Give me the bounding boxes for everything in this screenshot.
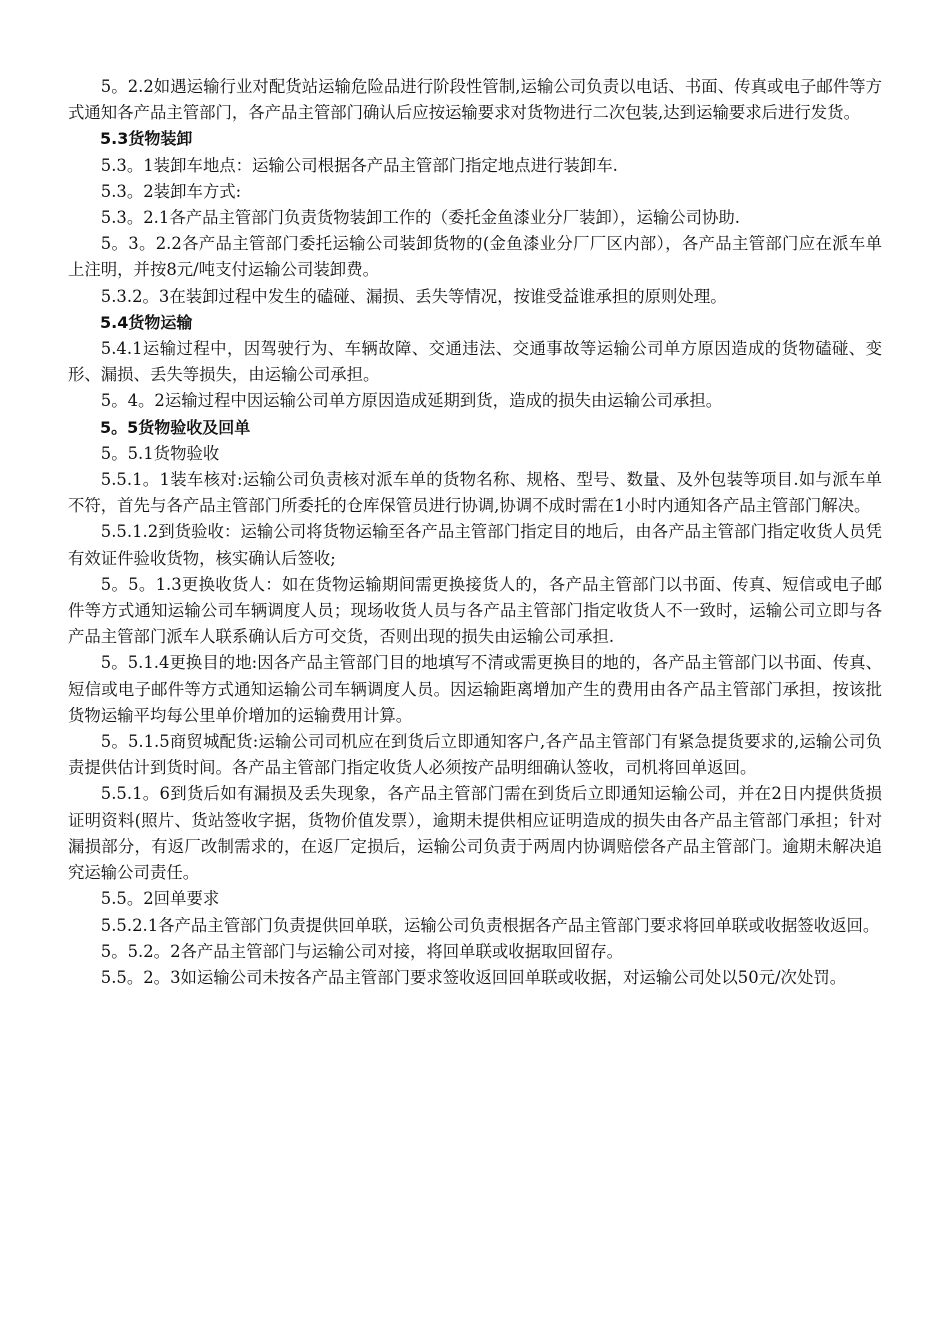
paragraph-5-3-2-1: 5.3。2.1各产品主管部门负责货物装卸工作的（委托金鱼漆业分厂装卸），运输公司协助. — [100, 208, 741, 228]
section-heading-5-3: 5.3货物装卸 — [100, 129, 193, 149]
section-heading-5-5: 5。5货物验收及回单 — [100, 417, 251, 437]
document-page — [68, 74, 882, 991]
paragraph-5-5-2-3: 5.5。2。3如运输公司未按各产品主管部门要求签收返回回单联或收据，对运输公司处以50元/次处罚。 — [100, 967, 847, 987]
paragraph-5-5-1-6: 5.5.1。6到货后如有漏损及丢失现象，各产品主管部门需在到货后立即通知运输公司，并在2日内提供货损证明资料(照片、货站签收字据，货物价值发票），逾期未提供相应证明造成的损失由各产品主管部门承担；针对漏损部分，有返厂改制需求的，在返厂定损后，运输公司负责于两周内协调赔偿各产品主管部门。逾期未解决追究运输公司责任。 — [68, 784, 882, 883]
paragraph-5-3-2: 5.3。2装卸车方式: — [100, 181, 242, 201]
paragraph-5-5-1-1: 5.5.1。1装车核对:运输公司负责核对派车单的货物名称、规格、型号、数量、及外包装等项目.如与派车单不符，首先与各产品主管部门所委托的仓库保管员进行协调,协调不成时需在1小时内通知各产品主管部门解决。 — [68, 470, 882, 516]
paragraph-5-3-2-3: 5.3.2。3在装卸过程中发生的磕碰、漏损、丢失等情况，按谁受益谁承担的原则处理。 — [100, 286, 727, 306]
paragraph-5-5-2-2: 5。5.2。2各产品主管部门与运输公司对接，将回单联或收据取回留存。 — [100, 941, 624, 961]
paragraph-5-4-2: 5。4。2运输过程中因运输公司单方原因造成延期到货，造成的损失由运输公司承担。 — [100, 391, 723, 411]
paragraph-5-3-1: 5.3。1装卸车地点：运输公司根据各产品主管部门指定地点进行装卸车. — [100, 155, 618, 175]
paragraph-5-5-2: 5.5。2回单要求 — [100, 889, 220, 909]
paragraph-5-5-1-5: 5。5.1.5商贸城配货:运输公司司机应在到货后立即通知客户,各产品主管部门有紧急提货要求的,运输公司负责提供估计到货时间。各产品主管部门指定收货人必须按产品明细确认签收，司机将回单返回。 — [68, 732, 882, 778]
section-heading-5-4: 5.4货物运输 — [100, 312, 193, 332]
paragraph-5-5-1-4: 5。5.1.4更换目的地:因各产品主管部门目的地填写不清或需更换目的地的，各产品主管部门以书面、传真、短信或电子邮件等方式通知运输公司车辆调度人员。因运输距离增加产生的费用由各产品主管部门承担，按该批货物运输平均每公里单价增加的运输费用计算。 — [68, 653, 882, 725]
paragraph-5-5-2-1: 5.5.2.1各产品主管部门负责提供回单联，运输公司负责根据各产品主管部门要求将回单联或收据签收返回。 — [100, 915, 880, 935]
paragraph-5-2-2: 5。2.2如遇运输行业对配货站运输危险品进行阶段性管制,运输公司负责以电话、书面、传真或电子邮件等方式通知各产品主管部门，各产品主管部门确认后应按运输要求对货物进行二次包装,达到运输要求后进行发货。 — [68, 77, 882, 123]
paragraph-5-5-1-2: 5.5.1.2到货验收：运输公司将货物运输至各产品主管部门指定目的地后，由各产品主管部门指定收货人员凭有效证件验收货物，核实确认后签收; — [68, 522, 882, 568]
paragraph-5-5-1: 5。5.1货物验收 — [100, 443, 220, 463]
paragraph-5-5-1-3: 5。5。1.3更换收货人：如在货物运输期间需更换接货人的，各产品主管部门以书面、传真、短信或电子邮件等方式通知运输公司车辆调度人员；现场收货人员与各产品主管部门指定收货人不一致时，运输公司立即与各产品主管部门派车人联系确认后方可交货，否则出现的损失由运输公司承担. — [68, 574, 882, 647]
paragraph-5-3-2-2: 5。3。2.2各产品主管部门委托运输公司装卸货物的(金鱼漆业分厂厂区内部），各产品主管部门应在派车单上注明，并按8元/吨支付运输公司装卸费。 — [68, 234, 882, 280]
paragraph-5-4-1: 5.4.1运输过程中，因驾驶行为、车辆故障、交通违法、交通事故等运输公司单方原因造成的货物磕碰、变形、漏损、丢失等损失，由运输公司承担。 — [68, 339, 882, 385]
